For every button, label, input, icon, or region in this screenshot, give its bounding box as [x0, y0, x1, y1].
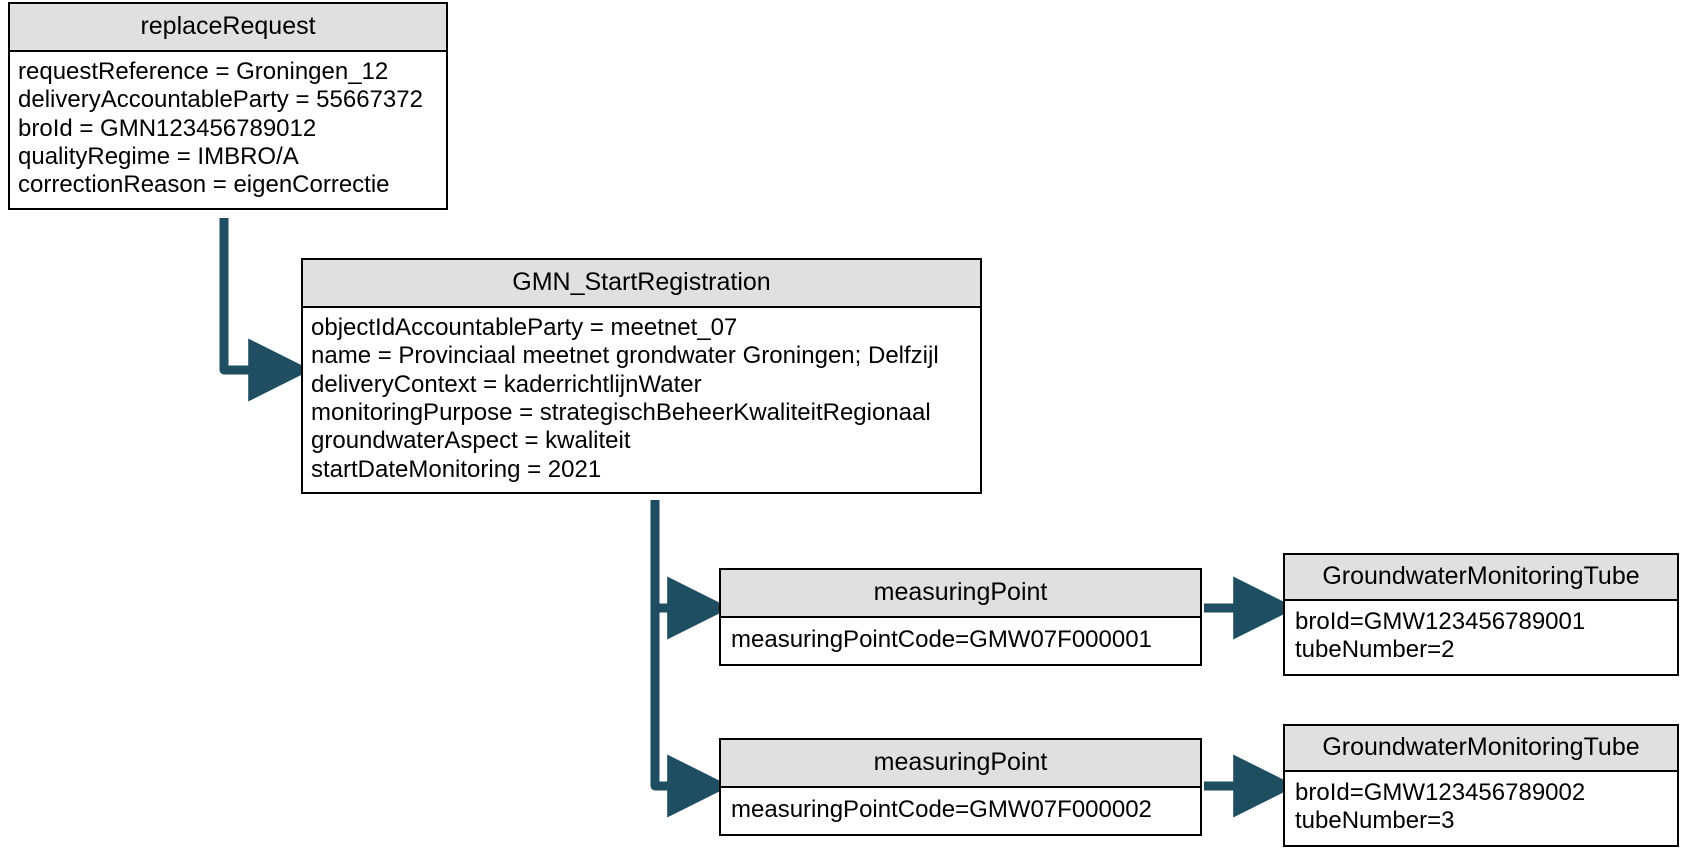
node-attributes [10, 52, 446, 208]
attribute-row: correctionReason = eigenCorrectie [18, 171, 390, 199]
attribute-row: groundwaterAspect = kwaliteit [311, 427, 631, 455]
node-measuring-point-1[interactable] [719, 568, 1202, 666]
node-groundwater-monitoring-tube-1[interactable] [1283, 553, 1679, 676]
connector-startregistration-to-measuringpoint-2 [655, 500, 696, 786]
connector-startregistration-to-measuringpoint-1 [655, 500, 696, 608]
node-measuring-point-2[interactable] [719, 738, 1202, 836]
node-groundwater-monitoring-tube-2[interactable] [1283, 724, 1679, 847]
attribute-row: requestReference = Groningen_12 [18, 58, 389, 85]
node-attributes [303, 308, 980, 492]
attribute-row: qualityRegime = IMBRO/A [18, 142, 299, 170]
attribute-row: deliveryContext = kaderrichtlijnWater [311, 370, 702, 398]
attribute-row: measuringPointCode=GMW07F000001 [731, 626, 1152, 653]
attribute-row: tubeNumber=2 [1295, 636, 1455, 664]
node-gmn-start-registration[interactable] [301, 258, 982, 494]
node-attributes [1285, 772, 1677, 845]
node-title: GroundwaterMonitoringTube [1285, 726, 1677, 772]
node-attributes [1285, 601, 1677, 674]
attribute-row: broId=GMW123456789001 [1295, 608, 1586, 635]
attribute-row: broId = GMN123456789012 [18, 114, 317, 142]
attribute-row: tubeNumber=3 [1295, 807, 1455, 835]
attribute-row: monitoringPurpose = strategischBeheerKwaliteitRegionaal [311, 398, 931, 426]
attribute-row: measuringPointCode=GMW07F000002 [731, 796, 1152, 823]
attribute-row: objectIdAccountableParty = meetnet_07 [311, 314, 738, 341]
node-title: replaceRequest [10, 4, 446, 52]
node-title: measuringPoint [721, 570, 1200, 618]
attribute-row: broId=GMW123456789002 [1295, 779, 1586, 806]
attribute-row: name = Provinciaal meetnet grondwater Groningen; Delfzijl [311, 342, 939, 370]
connector-replace-to-startregistration [224, 218, 277, 370]
node-attributes [721, 618, 1200, 664]
node-attributes [721, 788, 1200, 834]
attribute-row: deliveryAccountableParty = 55667372 [18, 86, 423, 114]
node-replace-request[interactable] [8, 2, 448, 210]
attribute-row: startDateMonitoring = 2021 [311, 455, 602, 483]
node-title: GroundwaterMonitoringTube [1285, 555, 1677, 601]
node-title: GMN_StartRegistration [303, 260, 980, 308]
node-title: measuringPoint [721, 740, 1200, 788]
